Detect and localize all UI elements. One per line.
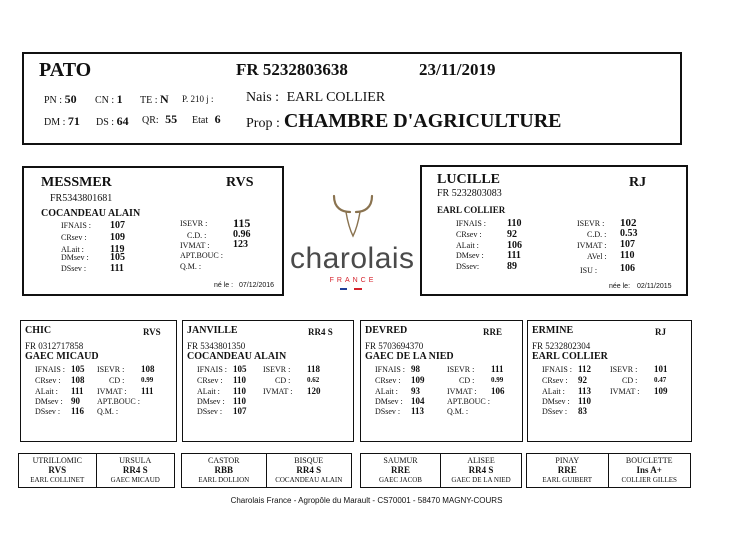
ivmat-value: 111 — [141, 386, 154, 396]
dam-box — [420, 165, 688, 296]
dm-label: DM : — [44, 117, 66, 128]
dam-crsev-label: CRsev : — [456, 230, 482, 239]
pn-value: 50 — [64, 92, 77, 106]
grandparent-name: ERMINE — [532, 325, 574, 336]
great-grandparent-name: URSULA — [119, 456, 152, 465]
alait-label: ALait : — [35, 387, 58, 396]
great-grandparent-grade: Ins A+ — [636, 465, 662, 475]
sire-cd-label: C.D. : — [187, 231, 207, 240]
qr-row — [142, 112, 177, 127]
great-grandparent-grade: RR4 S — [296, 465, 322, 475]
dam-born-date: 02/11/2015 — [637, 283, 672, 290]
great-grandparent-grade: RR4 S — [122, 465, 148, 475]
grandparent-owner: GAEC MICAUD — [25, 351, 99, 362]
qr-value: 55 — [165, 112, 178, 126]
great-grandparent-owner: COLLIER GILLES — [621, 476, 677, 484]
cd-value: 0.62 — [307, 376, 320, 384]
crsev-label: CRsev : — [375, 376, 401, 385]
dam-name: LUCILLE — [437, 172, 501, 187]
nais-row — [246, 90, 385, 106]
grandparent-id: FR 5232802304 — [532, 341, 591, 351]
sire-ifnais-label: IFNAIS : — [61, 221, 92, 230]
qm-label: Q.M. : — [447, 407, 469, 416]
great-grandparent-cell — [361, 454, 441, 487]
dm-row — [44, 114, 80, 129]
great-grandparent-cell — [182, 454, 267, 487]
grandparent-grade: RRE — [483, 327, 503, 337]
alait-label: ALait : — [375, 387, 398, 396]
sire-box — [22, 166, 284, 296]
sire-alait-value: 119 — [110, 244, 125, 255]
sire-ifnais-value: 107 — [110, 220, 125, 231]
dam-isevr-value: 102 — [620, 217, 637, 229]
pn-label: PN : — [44, 95, 63, 106]
great-grandparent-grade: RRE — [390, 465, 410, 475]
animal-date: 23/11/2019 — [419, 60, 496, 79]
te-value: N — [160, 92, 169, 106]
sire-grade: RVS — [226, 175, 254, 190]
great-grandparent-owner: GAEC MICAUD — [110, 476, 160, 484]
isevr-value: 101 — [654, 364, 668, 374]
dam-ivmat-value: 107 — [620, 239, 635, 250]
dam-cd-value: 0.53 — [620, 228, 638, 239]
cn-value: 1 — [116, 92, 123, 106]
dssev-label: DSsev : — [197, 407, 223, 416]
grandparent-id: FR 0312717858 — [25, 341, 84, 351]
great-grandparent-cell — [97, 454, 175, 487]
grandparent-owner: EARL COLLIER — [532, 351, 608, 362]
grandparent-name: CHIC — [25, 325, 52, 336]
dam-born-label: née le: — [609, 283, 631, 290]
sire-id: FR5343801681 — [50, 193, 113, 204]
cd-value: 0.99 — [141, 376, 154, 384]
cd-label: CD : — [459, 376, 475, 385]
grandparent-owner: GAEC DE LA NIED — [365, 351, 454, 362]
dmsev-label: DMsev : — [542, 397, 570, 406]
ds-row — [96, 114, 129, 129]
alait-value: 110 — [233, 386, 247, 396]
dmsev-label: DMsev : — [35, 397, 63, 406]
dam-isu-label: ISU : — [580, 266, 598, 275]
great-grandparent-cell — [441, 454, 521, 487]
isevr-label: ISEVR : — [263, 365, 291, 374]
great-grandparent-cell — [267, 454, 352, 487]
sire-aptbouc-label: APT.BOUC : — [180, 251, 223, 260]
ifnais-value: 105 — [71, 364, 85, 374]
te-row — [140, 92, 169, 107]
cd-label: CD : — [622, 376, 638, 385]
isevr-value: 111 — [491, 364, 504, 374]
dam-ifnais-value: 110 — [507, 218, 522, 229]
sire-name: MESSMER — [41, 175, 112, 190]
dssev-value: 116 — [71, 406, 85, 416]
aptbouc-label: APT.BOUC : — [97, 397, 140, 406]
header-box — [22, 52, 682, 145]
ivmat-label: IVMAT : — [97, 387, 127, 396]
grandparent-box — [20, 320, 177, 442]
dam-dssev-value: 89 — [507, 261, 517, 272]
prop-row — [246, 110, 561, 133]
crsev-value: 109 — [411, 375, 425, 385]
alait-value: 113 — [578, 386, 592, 396]
dam-id: FR 5232803083 — [437, 188, 502, 199]
dm-value: 71 — [67, 114, 80, 128]
dam-dmsev-label: DMsev : — [456, 251, 484, 260]
dssev-label: DSsev : — [375, 407, 401, 416]
grandparent-name: DEVRED — [365, 325, 408, 336]
sire-dssev-value: 111 — [110, 263, 124, 274]
prop-label: Prop : — [246, 116, 280, 131]
nais-label: Nais : — [246, 90, 280, 105]
dam-dssev-label: DSsev: — [456, 262, 480, 271]
dmsev-label: DMsev : — [197, 397, 225, 406]
sire-ivmat-label: IVMAT : — [180, 241, 210, 250]
dam-cd-label: C.D. : — [587, 230, 607, 239]
qm-label: Q.M. : — [97, 407, 119, 416]
sire-crsev-value: 109 — [110, 232, 125, 243]
sire-born-label: né le : — [214, 282, 234, 289]
aptbouc-label: APT.BOUC : — [447, 397, 490, 406]
cd-label: CD : — [109, 376, 125, 385]
great-grandparent-owner: EARL COLLINET — [30, 476, 85, 484]
grandparent-grade: RVS — [143, 327, 161, 337]
cd-value: 0.99 — [491, 376, 504, 384]
animal-name: PATO — [39, 59, 92, 81]
ifnais-label: IFNAIS : — [197, 365, 228, 374]
alait-label: ALait : — [542, 387, 565, 396]
ivmat-label: IVMAT : — [447, 387, 477, 396]
footer-address: Charolais France - Agropôle du Marault - CS70001 - 58470 MAGNY-COURS — [230, 496, 503, 505]
cd-value: 0.47 — [654, 376, 667, 384]
great-grandparents-box — [526, 453, 691, 488]
great-grandparent-name: BOUCLETTE — [625, 456, 673, 465]
isevr-value: 108 — [141, 364, 155, 374]
dam-ivmat-label: IVMAT : — [577, 241, 607, 250]
great-grandparents-box — [18, 453, 175, 488]
sire-owner: COCANDEAU ALAIN — [41, 208, 141, 219]
grandparent-grade: RR4 S — [308, 327, 333, 337]
cn-label: CN : — [95, 95, 115, 106]
ifnais-label: IFNAIS : — [35, 365, 66, 374]
alait-label: ALait : — [197, 387, 220, 396]
sire-dssev-label: DSsev : — [61, 264, 87, 273]
ivmat-label: IVMAT : — [610, 387, 640, 396]
sire-born-date: 07/12/2016 — [239, 282, 275, 289]
dssev-value: 83 — [578, 406, 587, 416]
great-grandparent-name: ALISEE — [467, 456, 495, 465]
crsev-label: CRsev : — [542, 376, 568, 385]
crsev-label: CRsev : — [197, 376, 223, 385]
dam-crsev-value: 92 — [507, 229, 517, 240]
prop-value: CHAMBRE D'AGRICULTURE — [283, 110, 562, 132]
nais-value: EARL COLLIER — [286, 90, 386, 105]
alait-value: 111 — [71, 386, 84, 396]
dam-owner: EARL COLLIER — [437, 205, 506, 215]
great-grandparent-cell — [527, 454, 609, 487]
ds-value: 64 — [116, 114, 129, 128]
ivmat-value: 120 — [307, 386, 321, 396]
dmsev-value: 110 — [233, 396, 247, 406]
dam-avel-label: AVel : — [587, 252, 607, 261]
grandparent-box — [527, 320, 692, 442]
dam-alait-label: ALait : — [456, 241, 479, 250]
grandparent-owner: COCANDEAU ALAIN — [187, 351, 287, 362]
ifnais-label: IFNAIS : — [375, 365, 406, 374]
crsev-value: 110 — [233, 375, 247, 385]
dssev-value: 113 — [411, 406, 425, 416]
te-label: TE : — [140, 95, 158, 106]
cd-label: CD : — [275, 376, 291, 385]
great-grandparent-name: UTRILLOMIC — [32, 456, 82, 465]
great-grandparent-grade: RRE — [557, 465, 577, 475]
sire-cd-value: 0.96 — [233, 229, 251, 240]
great-grandparent-owner: COCANDEAU ALAIN — [275, 476, 343, 484]
sire-isevr-label: ISEVR : — [180, 219, 208, 228]
crsev-value: 108 — [71, 375, 85, 385]
isevr-label: ISEVR : — [610, 365, 638, 374]
dam-grade: RJ — [629, 175, 647, 190]
sire-alait-label: ALait : — [61, 245, 84, 254]
etat-label: Etat — [192, 115, 209, 126]
great-grandparent-cell — [609, 454, 691, 487]
crsev-value: 92 — [578, 375, 587, 385]
crsev-label: CRsev : — [35, 376, 61, 385]
great-grandparent-grade: RBB — [214, 465, 233, 475]
dmsev-label: DMsev : — [375, 397, 403, 406]
dam-isevr-label: ISEVR : — [577, 219, 605, 228]
ifnais-label: IFNAIS : — [542, 365, 573, 374]
dssev-label: DSsev : — [35, 407, 61, 416]
grandparent-box — [360, 320, 523, 442]
isevr-value: 118 — [307, 364, 321, 374]
dmsev-value: 104 — [411, 396, 425, 406]
ifnais-value: 112 — [578, 364, 592, 374]
sire-ivmat-value: 123 — [233, 239, 248, 250]
great-grandparent-grade: RR4 S — [468, 465, 494, 475]
bull-head-icon — [328, 190, 378, 240]
etat-row — [192, 112, 221, 127]
p210-label: P. 210 j : — [182, 94, 214, 104]
cn-row — [95, 92, 123, 107]
great-grandparents-box — [360, 453, 522, 488]
great-grandparent-name: SAUMUR — [383, 456, 418, 465]
great-grandparent-name: CASTOR — [208, 456, 240, 465]
great-grandparents-box — [181, 453, 352, 488]
great-grandparent-owner: GAEC DE LA NIED — [451, 476, 511, 484]
isevr-label: ISEVR : — [97, 365, 125, 374]
alait-value: 93 — [411, 386, 420, 396]
grandparent-id: FR 5343801350 — [187, 341, 246, 351]
isevr-label: ISEVR : — [447, 365, 475, 374]
charolais-logo — [288, 190, 418, 300]
animal-id: FR 5232803638 — [236, 60, 348, 79]
ivmat-value: 109 — [654, 386, 668, 396]
dam-avel-value: 110 — [620, 250, 635, 261]
great-grandparent-name: PINAY — [555, 456, 580, 465]
sire-dmsev-label: DMsev : — [61, 253, 89, 262]
great-grandparent-cell — [19, 454, 97, 487]
french-flag-icon — [340, 288, 362, 290]
grandparent-box — [182, 320, 354, 442]
ivmat-label: IVMAT : — [263, 387, 293, 396]
dssev-value: 107 — [233, 406, 247, 416]
great-grandparent-owner: GAEC JACOB — [379, 476, 422, 484]
dam-dmsev-value: 111 — [507, 250, 521, 261]
great-grandparent-owner: EARL GUIBERT — [542, 476, 593, 484]
great-grandparent-owner: EARL DOLLION — [198, 476, 250, 484]
ifnais-value: 105 — [233, 364, 247, 374]
dam-alait-value: 106 — [507, 240, 522, 251]
ds-label: DS : — [96, 117, 115, 128]
logo-text: charolais — [290, 242, 415, 275]
dmsev-value: 90 — [71, 396, 80, 406]
sire-dmsev-value: 105 — [110, 252, 125, 263]
grandparent-grade: RJ — [655, 327, 666, 337]
great-grandparent-grade: RVS — [48, 465, 67, 475]
grandparent-id: FR 5703694370 — [365, 341, 424, 351]
dmsev-value: 110 — [578, 396, 592, 406]
dam-ifnais-label: IFNAIS : — [456, 219, 487, 228]
sire-isevr-value: 115 — [233, 216, 251, 230]
dam-isu-value: 106 — [620, 263, 635, 274]
sire-crsev-label: CRsev : — [61, 233, 87, 242]
dssev-label: DSsev : — [542, 407, 568, 416]
grandparent-name: JANVILLE — [187, 325, 238, 336]
logo-subtext: FRANCE — [329, 277, 377, 284]
etat-value: 6 — [214, 112, 221, 126]
ivmat-value: 106 — [491, 386, 505, 396]
pn-row — [44, 92, 77, 107]
great-grandparent-name: BISQUE — [294, 456, 324, 465]
ifnais-value: 98 — [411, 364, 420, 374]
qr-label: QR: — [142, 115, 159, 126]
sire-qm-label: Q.M. : — [180, 262, 202, 271]
